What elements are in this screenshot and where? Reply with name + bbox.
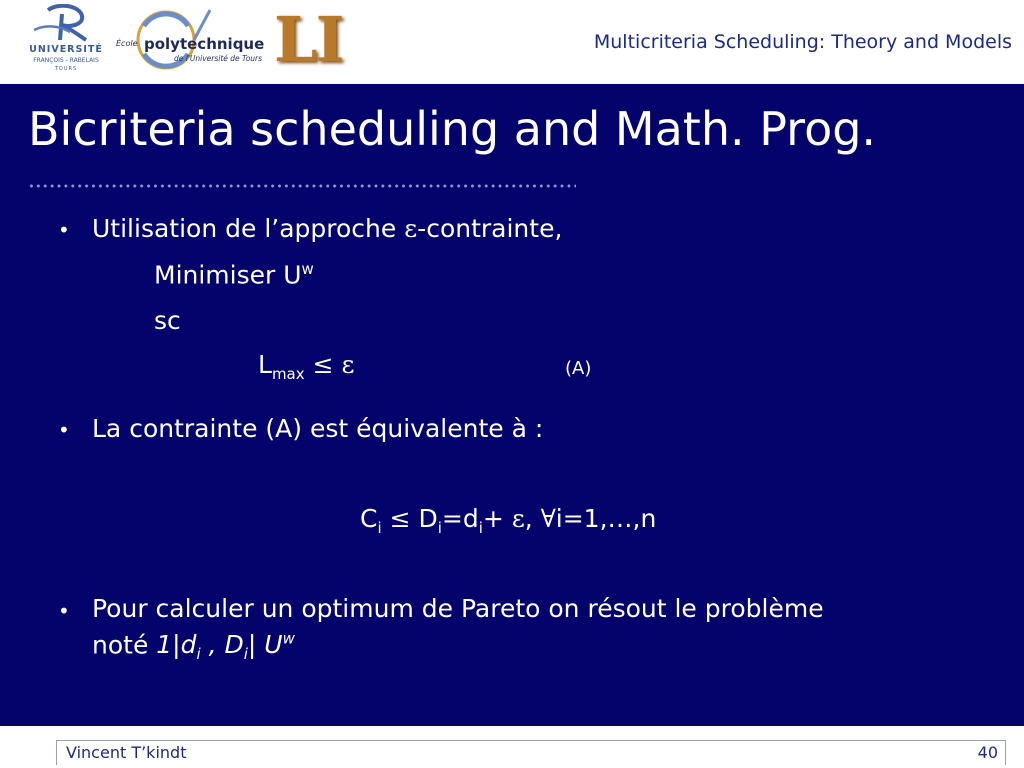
leq-symbol-2: ≤ <box>381 504 419 533</box>
c-sub: i <box>377 519 382 537</box>
sc-line: sc <box>154 306 181 335</box>
slide-footer <box>0 726 1024 768</box>
notation-b: , D <box>200 630 244 660</box>
logo-univ-line1: UNIVERSITÉ <box>29 44 103 55</box>
bullet-2-marker: • <box>58 418 70 442</box>
slide-content-panel <box>0 84 1024 726</box>
slide-header <box>0 0 1024 84</box>
range-text: i=1,…,n <box>555 504 657 533</box>
forall-symbol: ∀ <box>540 504 556 533</box>
notation-a-sub: i <box>196 645 201 664</box>
plus-text: + <box>482 504 512 533</box>
slide-title: Bicriteria scheduling and Math. Prog. <box>28 102 877 156</box>
course-title: Multicriteria Scheduling: Theory and Models <box>593 31 1012 53</box>
li-logo <box>270 3 356 78</box>
constraint-tag: (A) <box>565 358 592 379</box>
logo-poly-sub: de l'Université de Tours <box>174 54 263 63</box>
leq-symbol: ≤ <box>304 350 342 379</box>
equivalent-constraint <box>360 504 656 537</box>
university-emblem-icon <box>20 4 112 44</box>
note-text: noté <box>92 630 157 660</box>
logo-univ-line3: TOURS <box>54 66 78 72</box>
page-number: 40 <box>977 743 998 762</box>
d-text: D <box>418 504 438 533</box>
epsilon-symbol-3: ε <box>511 504 525 533</box>
c-text: C <box>360 504 378 533</box>
d2-sub: i <box>478 519 483 537</box>
author-name: Vincent T’kindt <box>66 743 187 762</box>
notation-b-sub: i <box>243 645 248 664</box>
notation-c: | U <box>247 630 283 660</box>
epsilon-symbol: ε <box>404 214 418 243</box>
epsilon-symbol-2: ε <box>341 350 355 379</box>
notation-a: 1|d <box>156 630 197 660</box>
lmax-constraint <box>258 350 354 383</box>
lmax-text: L <box>258 350 272 379</box>
polytechnique-logo <box>114 4 270 78</box>
footer-frame <box>56 740 1006 765</box>
li-logo-text: LI <box>274 3 343 76</box>
logo-poly-name: polytechnique <box>144 35 265 53</box>
logo-poly-ecole: École <box>116 39 138 48</box>
bullet-3-marker: • <box>58 599 70 623</box>
bullet-1-pre: Utilisation de l’approche <box>92 214 405 243</box>
title-dotted-divider <box>28 184 576 188</box>
universite-tours-logo <box>20 4 112 78</box>
minimiser-text: Minimiser U <box>154 260 302 290</box>
comma-text: , <box>524 504 541 533</box>
bullet-1-text <box>92 214 562 243</box>
bullet-1-marker: • <box>58 218 70 242</box>
bullet-1-post: -contrainte, <box>417 214 563 243</box>
d-sub: i <box>437 519 442 537</box>
minimiser-line <box>154 260 314 289</box>
notation-c-sup: w <box>282 630 295 648</box>
minimiser-sup: w <box>301 260 314 278</box>
logo-univ-line2: FRANÇOIS - RABELAIS <box>33 57 99 64</box>
lmax-sub: max <box>271 365 305 383</box>
bullet-2-text: La contrainte (A) est équivalente à : <box>92 414 544 443</box>
bullet-3-line2 <box>92 630 295 663</box>
eq-d-text: =d <box>441 504 479 533</box>
bullet-3-line1: Pour calculer un optimum de Pareto on résout le problème <box>92 594 824 623</box>
